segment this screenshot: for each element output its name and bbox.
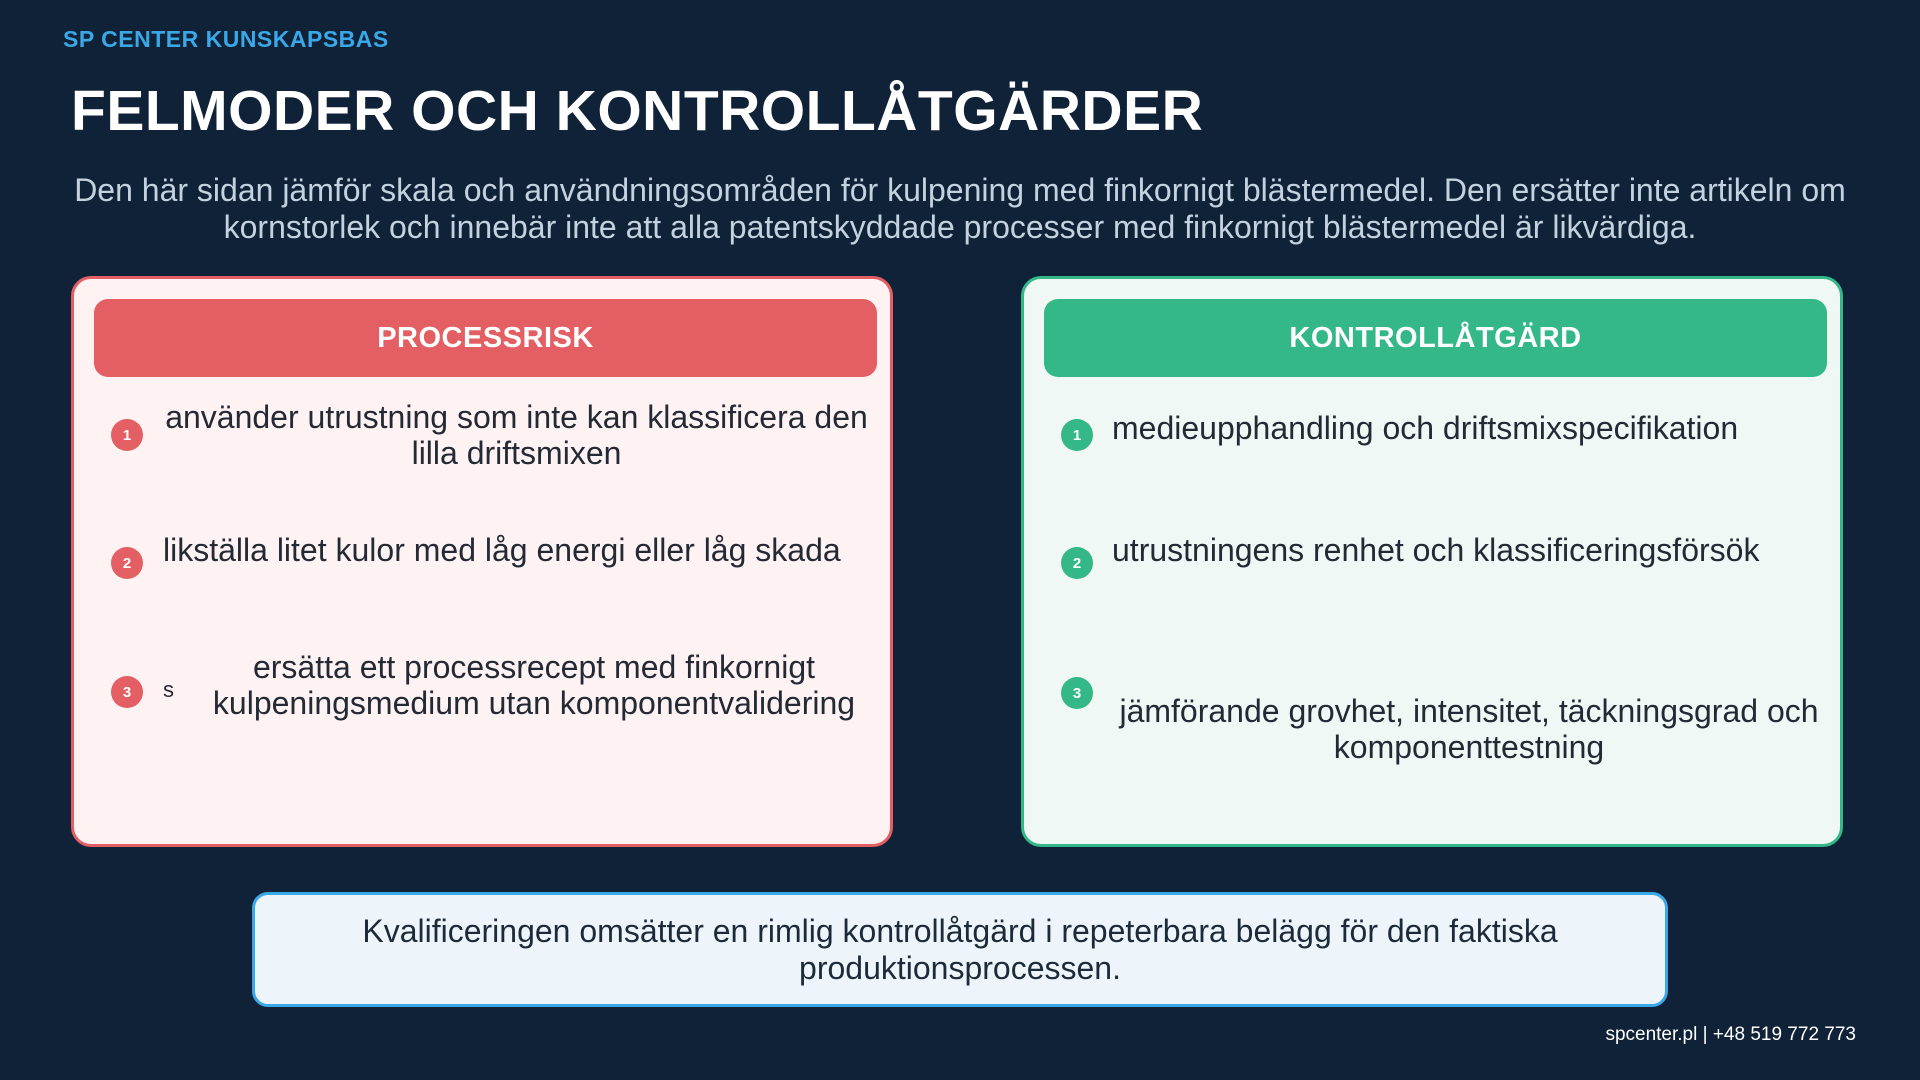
risk-item-number-badge: 2	[111, 547, 143, 579]
control-measure-header: KONTROLLÅTGÄRD	[1044, 299, 1827, 377]
qualification-note: Kvalificeringen omsätter en rimlig kontrollåtgärd i repeterbara belägg för den faktiska produktionsprocessen.	[252, 892, 1668, 1007]
brand-label: SP CENTER KUNSKAPSBAS	[63, 26, 389, 52]
risk-item-text: likställa litet kulor med låg energi eller låg skada	[163, 532, 841, 568]
control-item-text: jämförande grovhet, intensitet, täckningsgrad och komponenttestning	[1119, 693, 1819, 765]
control-item-text: medieupphandling och driftsmixspecifikation	[1112, 410, 1739, 446]
control-measure-card	[1021, 276, 1843, 847]
process-risk-card	[71, 276, 893, 847]
control-item-number-badge: 1	[1061, 419, 1093, 451]
control-item-text: utrustningens renhet och klassificeringsförsök	[1112, 532, 1760, 568]
page-subtitle: Den här sidan jämför skala och användningsområden för kulpening med finkornigt blästermedel. Den ersätter inte artikeln om kornstorlek och innebär inte att alla patentskyddade processer med finkornigt blästermedel är likvärdiga.	[74, 172, 1846, 245]
control-item-number-badge: 3	[1061, 677, 1093, 709]
process-risk-header: PROCESSRISK	[94, 299, 877, 377]
risk-item-text: använder utrustning som inte kan klassificera den lilla driftsmixen	[165, 399, 868, 471]
page-title: FELMODER OCH KONTROLLÅTGÄRDER	[71, 79, 1204, 143]
footer-contact: spcenter.pl | +48 519 772 773	[1605, 1024, 1856, 1045]
risk-item-number-badge: 3	[111, 676, 143, 708]
risk-item-text: ersätta ett processrecept med finkornigt kulpeningsmedium utan komponentvalidering	[212, 649, 856, 721]
control-item-number-badge: 2	[1061, 547, 1093, 579]
risk-item-number-badge: 1	[111, 419, 143, 451]
risk-item-prefix: s	[163, 677, 174, 702]
